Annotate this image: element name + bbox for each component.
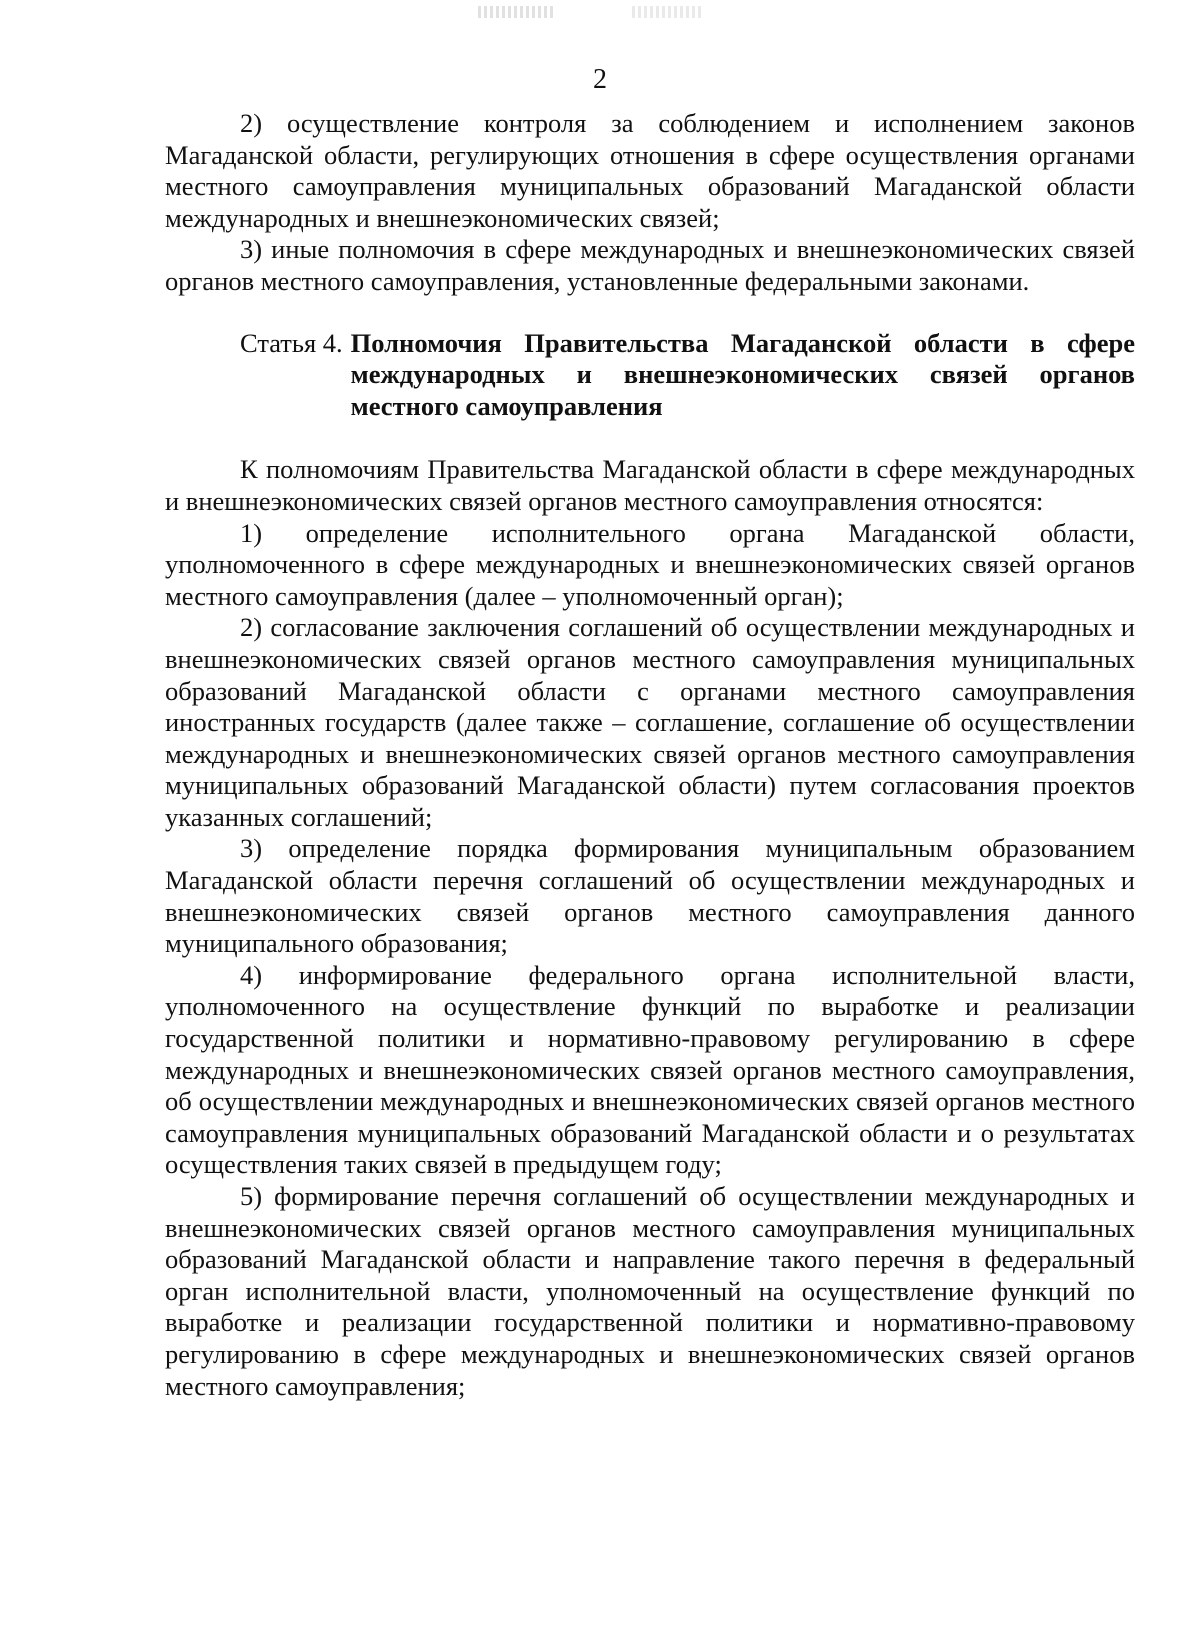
list-item: 2) осуществление контроля за соблюдением и исполнением законов Магаданской области, регулирующих отношения в сфере осуществления органами местного самоуправления муниципальных образований Магаданской области международных и внешнеэкономических связей; [165,108,1135,233]
page-number: 2 [593,64,607,95]
list-item: 3) определение порядка формирования муниципальным образованием Магаданской области перечня соглашений об осуществлении международных и внешнеэкономических связей органов местного самоуправления данного муниципального образования; [165,833,1135,959]
list-item: 4) информирование федерального органа исполнительной власти, уполномоченного на осуществление функций по выработке и реализации государственной политики и нормативно-правовому регулированию в сфере международных и внешнеэкономических связей органов местного самоуправления, об осуществлении международных и внешнеэкономических связей органов местного самоуправления муниципальных образований Магаданской области и о результатах осуществления таких связей в предыдущем году; [165,959,1135,1180]
list-item: 3) иные полномочия в сфере международных и внешнеэкономических связей органов местного самоуправления, установленные федеральными законами. [165,234,1135,296]
list-item: 1) определение исполнительного органа Магаданской области, уполномоченного в сфере международных и внешнеэкономических связей органов местного самоуправления (далее – уполномоченный орган); [165,517,1135,611]
article-label: Статья 4. [240,327,343,358]
scan-artifact [632,6,704,18]
list-item: 2) согласование заключения соглашений об осуществлении международных и внешнеэкономических связей органов местного самоуправления муниципальных образований Магаданской области с органами местного самоуправления иностранных государств (далее также – соглашение, соглашение об осуществлении международных и внешнеэкономических связей органов местного самоуправления муниципальных образований Магаданской области) путем согласования проектов указанных соглашений; [165,612,1135,832]
document-body [165,108,1135,1402]
article-title: Полномочия Правительства Магаданской области в сфере международных и внешнеэкономических связей органов местного самоуправления [350,327,1135,421]
list-item: 5) формирование перечня соглашений об осуществлении международных и внешнеэкономических связей органов местного самоуправления муниципальных образований Магаданской области и направление такого перечня в федеральный орган исполнительной власти, уполномоченный на осуществление функций по выработке и реализации государственной политики и нормативно-правовому регулированию в сфере международных и внешнеэкономических связей органов местного самоуправления; [165,1181,1135,1401]
article-intro: К полномочиям Правительства Магаданской области в сфере международных и внешнеэкономических связей органов местного самоуправления относятся: [165,454,1135,516]
scan-artifact [478,6,556,18]
article-heading [165,328,1135,423]
